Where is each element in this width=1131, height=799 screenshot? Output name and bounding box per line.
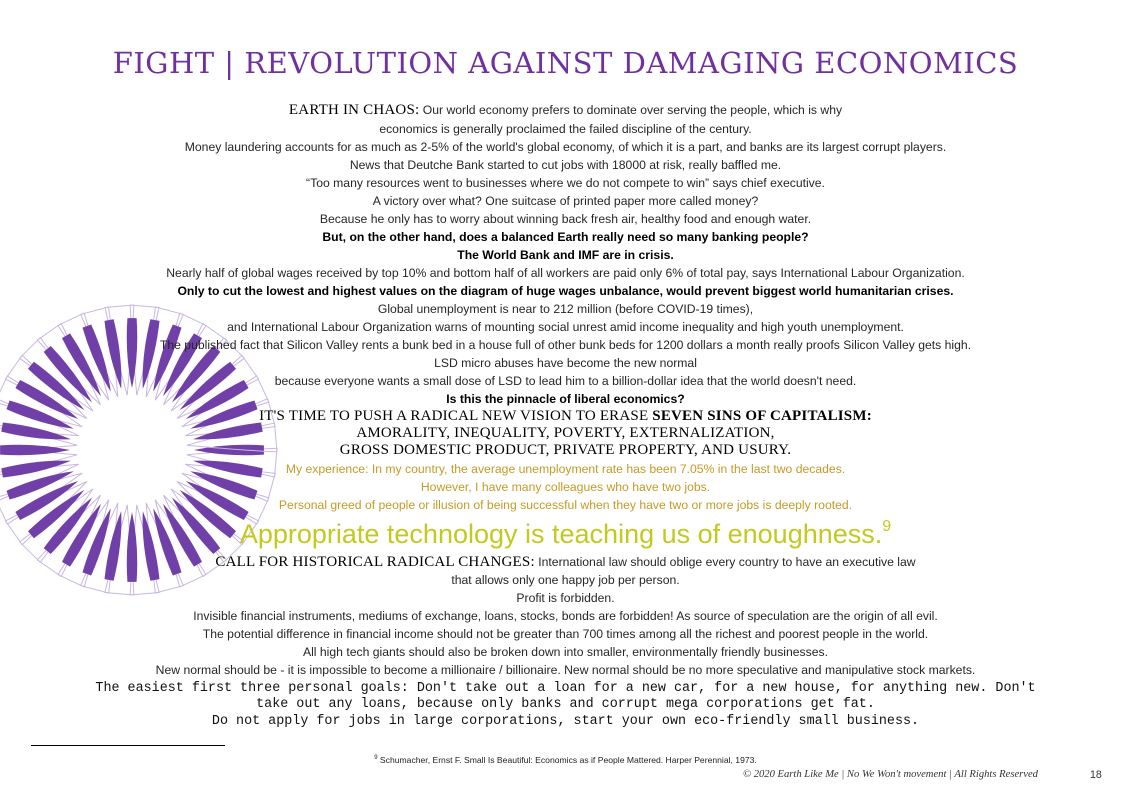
earth-in-chaos-line-0 [0, 102, 1131, 118]
radical-changes-line-3: Invisible financial instruments, mediums of exchange, loans, stocks, bonds are forbidden! As source of speculation are the origin of all evil. [193, 609, 938, 623]
earth-in-chaos-line-2: Money laundering accounts for as much as 2-5% of the world's global economy, of which it is a part, and banks are its largest corrupt players. [184, 140, 947, 154]
highlight-quote [0, 518, 1131, 550]
seven-sins-line-2: AMORALITY, INEQUALITY, POVERTY, EXTERNALIZATION, [356, 425, 775, 441]
seven-sins-line-1 [0, 408, 1131, 424]
footnote-reference: 9 [882, 518, 892, 535]
radical-changes-heading: CALL FOR HISTORICAL RADICAL CHANGES: [215, 554, 535, 570]
personal-goals-line-0: The easiest first three personal goals: Don't take out a loan for a new car, for a new house, for anything new. Don't [95, 681, 1036, 696]
seven-sins-intro: IT'S TIME TO PUSH A RADICAL NEW VISION TO ERASE [259, 408, 653, 424]
earth-in-chaos-line-6: Because he only has to worry about winning back fresh air, healthy food and enough water. [319, 212, 812, 226]
experience-line-2: Personal greed of people or illusion of being successful when they have two or more jobs is deeply rooted. [278, 498, 853, 512]
footnote-number: 9 [374, 755, 378, 762]
earth-in-chaos-line-10: Only to cut the lowest and highest values on the diagram of huge wages unbalance, would prevent biggest world humanitarian crises. [177, 284, 954, 298]
earth-in-chaos-line-13: The published fact that Silicon Valley rents a bunk bed in a house full of other bunk beds for 1200 dollars a month really proofs Silicon Valley gets high. [159, 338, 972, 352]
radical-changes-line-6: New normal should be - it is impossible to become a millionaire / billionaire. New normal should be no more speculative and manipulative stock markets. [155, 663, 976, 677]
earth-in-chaos-line-3: News that Deutche Bank started to cut jobs with 18000 at risk, really baffled me. [349, 158, 782, 172]
earth-in-chaos-line-16: Is this the pinnacle of liberal economics? [446, 392, 685, 406]
page-title: FIGHT | REVOLUTION AGAINST DAMAGING ECONOMICS [112, 46, 1019, 80]
radical-changes-line-2: Profit is forbidden. [516, 591, 615, 605]
experience-line-0: My experience: In my country, the average unemployment rate has been 7.05% in the last two decades. [285, 462, 846, 476]
earth-in-chaos-line-8: The World Bank and IMF are in crisis. [457, 248, 674, 262]
footnote-text: Schumacher, Ernst F. Small Is Beautiful: Economics as if People Mattered. Harper Perennial, 1973. [377, 755, 757, 765]
earth-in-chaos-line-7: But, on the other hand, does a balanced Earth really need so many banking people? [322, 230, 809, 244]
footnote-separator [31, 745, 225, 746]
text: International law should oblige every country to have an executive law [538, 555, 916, 569]
earth-in-chaos-heading: EARTH IN CHAOS: [288, 102, 420, 118]
experience-line-1: However, I have many colleagues who have two jobs. [420, 480, 711, 494]
earth-in-chaos-line-1: economics is generally proclaimed the failed discipline of the century. [379, 122, 752, 136]
earth-in-chaos-line-15: because everyone wants a small dose of LSD to lead him to a billion-dollar idea that the world doesn't need. [274, 374, 857, 388]
earth-in-chaos-line-5: A victory over what? One suitcase of printed paper more called money? [372, 194, 759, 208]
earth-in-chaos-line-11: Global unemployment is near to 212 million (before COVID-19 times), [377, 302, 754, 316]
highlight-text: Appropriate technology is teaching us of enoughness. [239, 519, 883, 549]
earth-in-chaos-line-9: Nearly half of global wages received by top 10% and bottom half of all workers are paid only 6% of total pay, says International Labour Organization. [166, 266, 965, 280]
seven-sins-emphasis: SEVEN SINS OF CAPITALISM: [652, 408, 872, 424]
seven-sins-line-3: GROSS DOMESTIC PRODUCT, PRIVATE PROPERTY, AND USURY. [339, 442, 792, 458]
personal-goals-line-2: Do not apply for jobs in large corporations, start your own eco-friendly small business. [211, 714, 920, 729]
radical-changes-line-4: The potential difference in financial income should not be greater than 700 times among all the richest and poorest people in the world. [202, 627, 929, 641]
radical-changes-line-0 [0, 554, 1131, 570]
personal-goals-line-1: take out any loans, because only banks and corrupt mega corporations get fat. [256, 697, 875, 712]
radical-changes-line-1: that allows only one happy job per person. [451, 573, 680, 587]
earth-in-chaos-line-4: “Too many resources went to businesses where we do not compete to win” says chief executive. [306, 176, 825, 190]
earth-in-chaos-line-12: and International Labour Organization warns of mounting social unrest amid income inequality and high youth unemployment. [227, 320, 904, 334]
copyright-footer: © 2020 Earth Like Me | No We Won't movement | All Rights Reserved [743, 769, 1038, 780]
page-number: 18 [1090, 769, 1102, 781]
radical-changes-line-5: All high tech giants should also be broken down into smaller, environmentally friendly businesses. [302, 645, 829, 659]
footnote [0, 755, 1131, 765]
text: Our world economy prefers to dominate over serving the people, which is why [422, 103, 843, 117]
earth-in-chaos-line-14: LSD micro abuses have become the new normal [434, 356, 697, 370]
